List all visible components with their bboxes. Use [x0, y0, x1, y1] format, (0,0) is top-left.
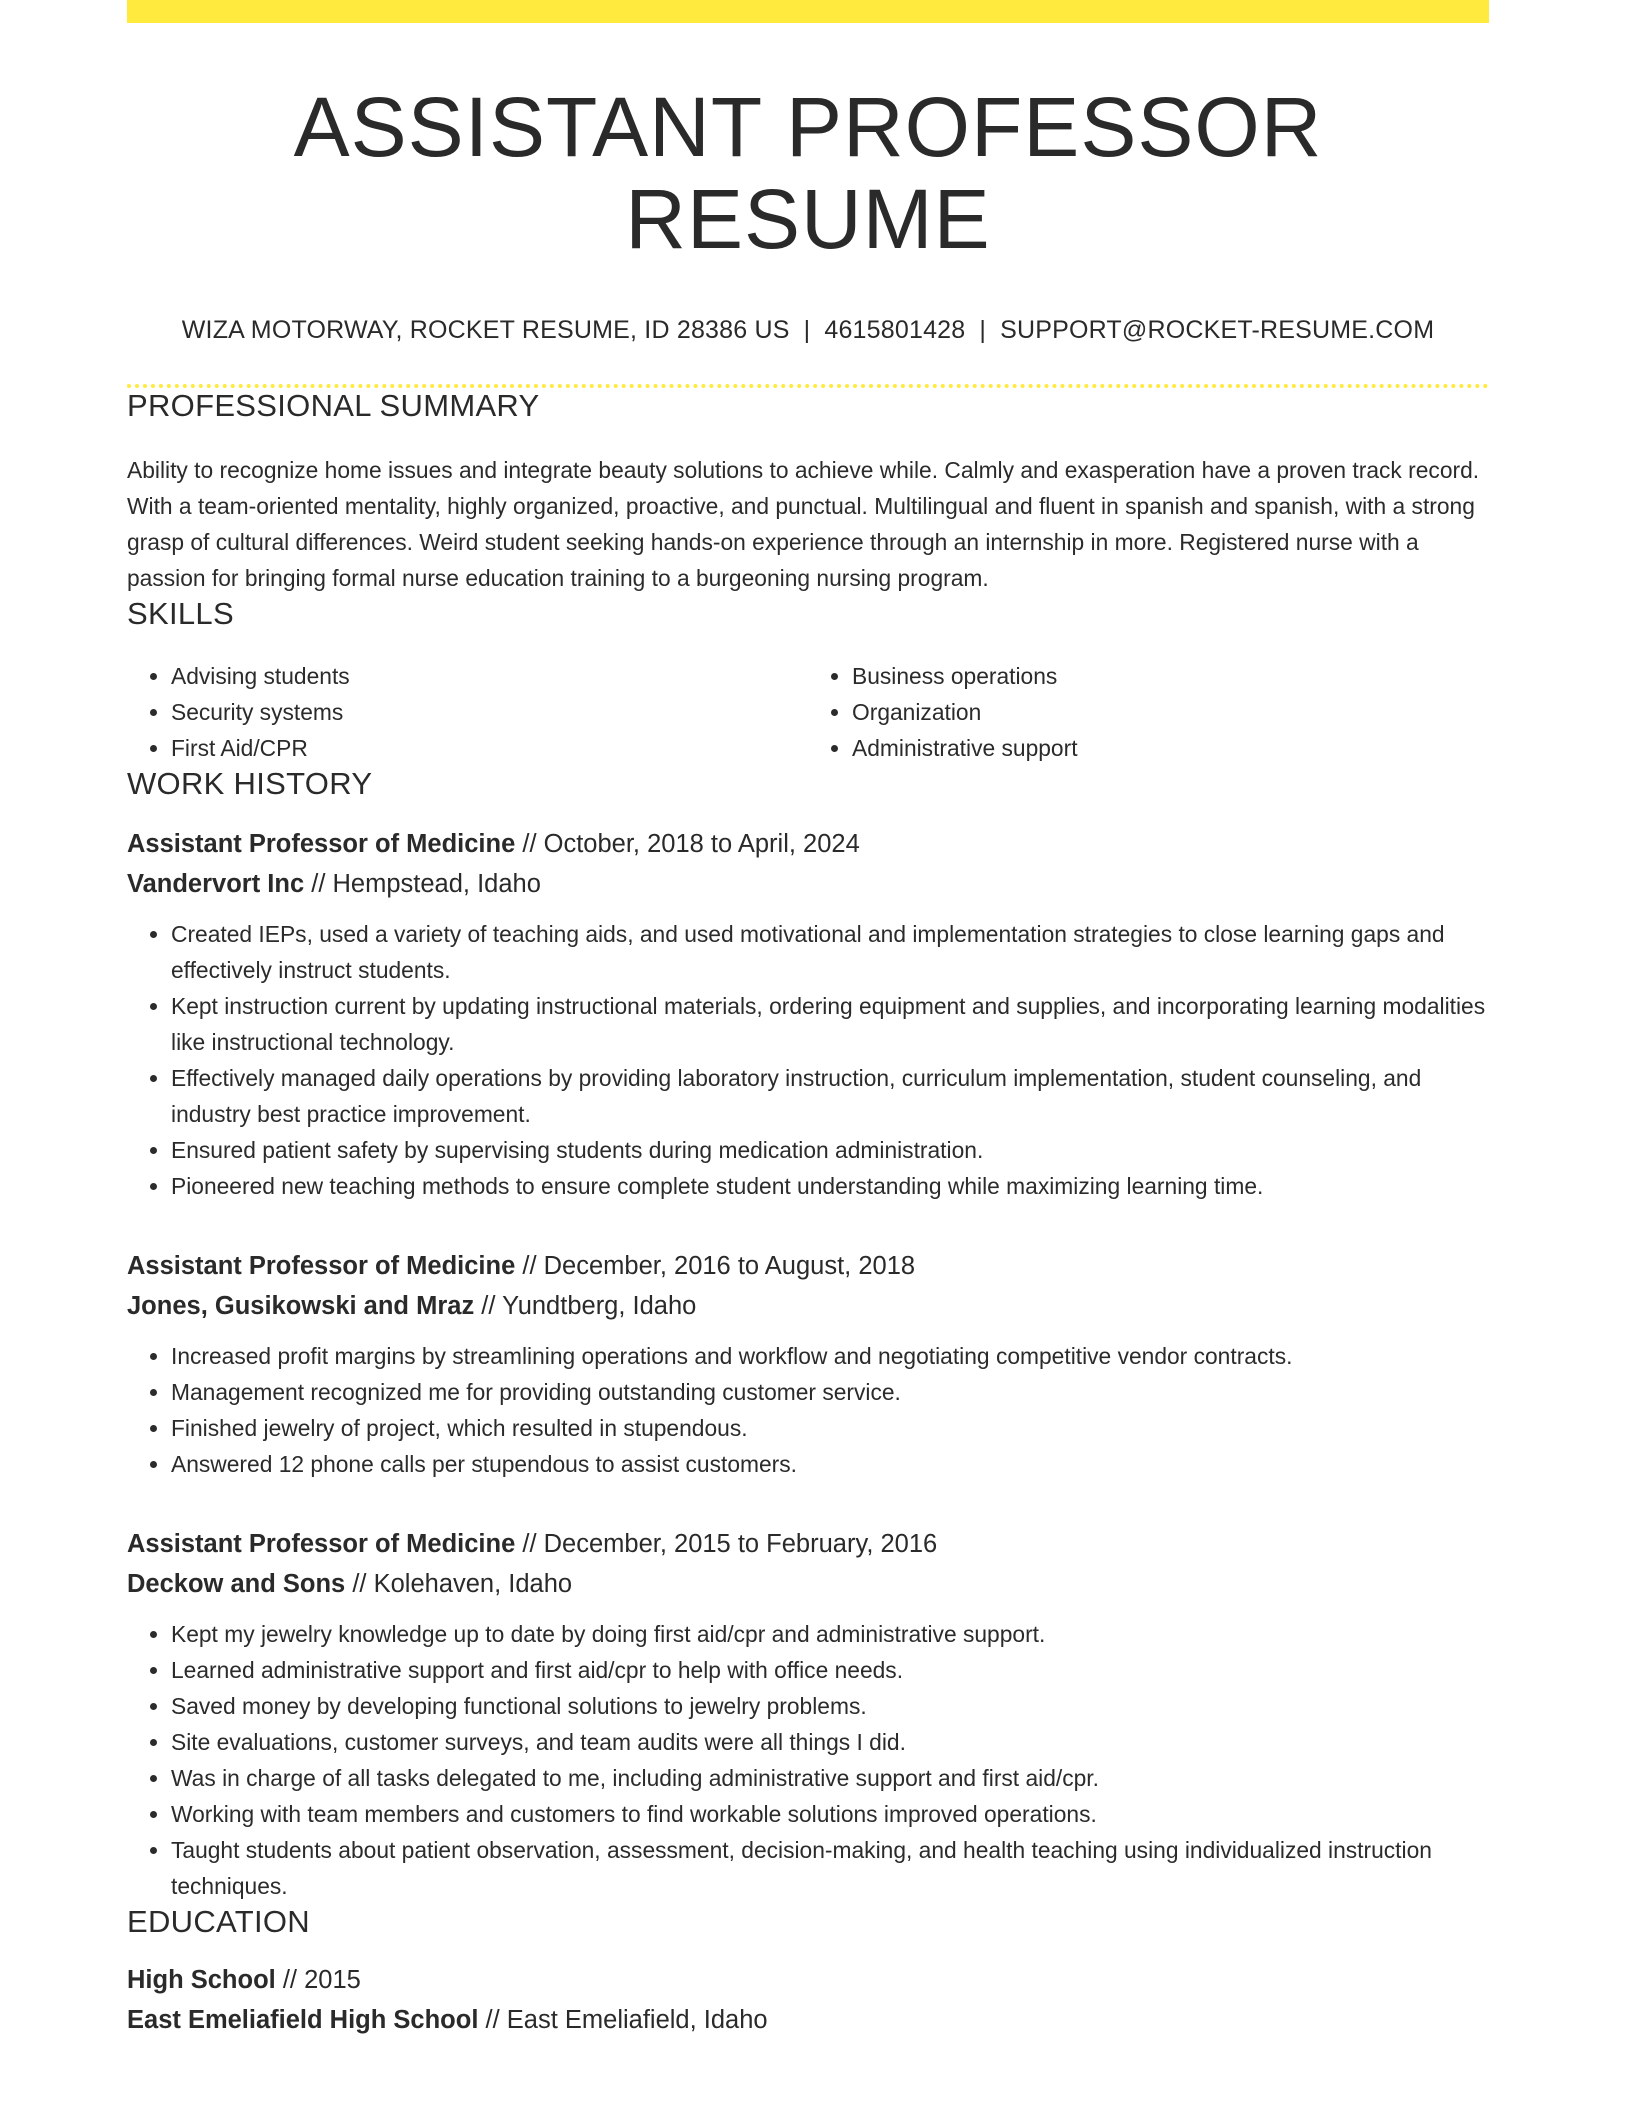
job-title: Assistant Professor of Medicine	[127, 1529, 516, 1558]
job-bullet: • Learned administrative support and first aid/cpr to help with office needs.	[171, 1652, 1489, 1688]
skill-item: • Organization	[852, 694, 1489, 730]
job-bullets	[127, 1338, 1489, 1482]
resume-page	[127, 0, 1489, 2040]
contact-address: WIZA MOTORWAY, ROCKET RESUME, ID 28386 US	[181, 315, 790, 344]
job-title-line	[127, 824, 1489, 864]
education-location: East Emeliafield, Idaho	[506, 2005, 768, 2034]
delimiter: //	[522, 829, 537, 858]
skills-column-right	[808, 658, 1489, 766]
contact-email[interactable]: SUPPORT@ROCKET-RESUME.COM	[1000, 315, 1435, 344]
job-title-line	[127, 1524, 1489, 1564]
job-dates: December, 2015 to February, 2016	[543, 1529, 938, 1558]
job-bullet: • Taught students about patient observation, assessment, decision-making, and health teaching using individualized instruction techniques.	[171, 1832, 1489, 1904]
accent-top-bar	[127, 0, 1489, 23]
skills-list	[127, 658, 1489, 766]
work-history-heading: WORK HISTORY	[127, 765, 373, 801]
summary-text: Ability to recognize home issues and integrate beauty solutions to achieve while. Calmly and exasperation have a proven track record. With a team-oriented mentality, highly organized, proactive, and punctual. Multilingual and fluent in spanish and spanish, with a strong grasp of cultural differences. Weird student seeking hands-on experience through an internship in more. Registered nurse with a passion for bringing formal nurse education training to a burgeoning nursing program.	[127, 456, 1480, 591]
summary-heading: PROFESSIONAL SUMMARY	[127, 387, 540, 423]
job-location: Yundtberg, Idaho	[502, 1291, 697, 1320]
job-title: Assistant Professor of Medicine	[127, 829, 516, 858]
skill-item: • Administrative support	[852, 730, 1489, 766]
job-bullets	[127, 1616, 1489, 1904]
education-school: East Emeliafield High School	[127, 2005, 479, 2034]
job-company: Vandervort Inc	[127, 869, 305, 898]
job-bullet: • Working with team members and customers to find workable solutions improved operations.	[171, 1796, 1489, 1832]
job-company-line	[127, 864, 1489, 904]
job-title: Assistant Professor of Medicine	[127, 1251, 516, 1280]
education-heading: EDUCATION	[127, 1903, 310, 1939]
contact-phone[interactable]: 4615801428	[824, 315, 966, 344]
skills-column-left	[127, 658, 808, 766]
job-location: Hempstead, Idaho	[332, 869, 541, 898]
education-degree: High School	[127, 1965, 276, 1994]
contact-line	[127, 316, 1489, 345]
education-degree-line	[127, 1960, 1489, 2000]
delimiter: //	[485, 2005, 500, 2034]
skill-item: • First Aid/CPR	[171, 730, 808, 766]
contact-separator: |	[979, 315, 987, 344]
skill-item: • Security systems	[171, 694, 808, 730]
job-location: Kolehaven, Idaho	[373, 1569, 573, 1598]
job-bullet: • Effectively managed daily operations by providing laboratory instruction, curriculum implementation, student counseling, and industry best practice improvement.	[171, 1060, 1489, 1132]
job-bullet: • Site evaluations, customer surveys, and team audits were all things I did.	[171, 1724, 1489, 1760]
job-bullet: • Kept my jewelry knowledge up to date by doing first aid/cpr and administrative support.	[171, 1616, 1489, 1652]
delimiter: //	[481, 1291, 496, 1320]
job-dates: October, 2018 to April, 2024	[543, 829, 860, 858]
education-school-line	[127, 2000, 1489, 2040]
job-bullet: • Increased profit margins by streamlining operations and workflow and negotiating competitive vendor contracts.	[171, 1338, 1489, 1374]
job-bullet: • Was in charge of all tasks delegated to me, including administrative support and first aid/cpr.	[171, 1760, 1489, 1796]
education-entry	[127, 1960, 1489, 2040]
job-bullet: • Answered 12 phone calls per stupendous to assist customers.	[171, 1446, 1489, 1482]
job-bullet: • Created IEPs, used a variety of teaching aids, and used motivational and implementation strategies to close learning gaps and effectively instruct students.	[171, 916, 1489, 988]
delimiter: //	[522, 1251, 537, 1280]
job-company: Jones, Gusikowski and Mraz	[127, 1291, 475, 1320]
job-bullet: • Saved money by developing functional solutions to jewelry problems.	[171, 1688, 1489, 1724]
skills-heading: SKILLS	[127, 595, 234, 631]
job-company-line	[127, 1286, 1489, 1326]
job-bullet: • Pioneered new teaching methods to ensure complete student understanding while maximizing learning time.	[171, 1168, 1489, 1204]
job-bullets	[127, 916, 1489, 1204]
job-dates: December, 2016 to August, 2018	[543, 1251, 916, 1280]
job-bullet: • Finished jewelry of project, which resulted in stupendous.	[171, 1410, 1489, 1446]
job-entry	[127, 1246, 1489, 1482]
job-entry	[127, 1524, 1489, 1904]
job-entry	[127, 824, 1489, 1204]
job-bullet: • Ensured patient safety by supervising students during medication administration.	[171, 1132, 1489, 1168]
job-company: Deckow and Sons	[127, 1569, 346, 1598]
delimiter: //	[352, 1569, 367, 1598]
delimiter: //	[282, 1965, 298, 1994]
job-bullet: • Kept instruction current by updating instructional materials, ordering equipment and supplies, and incorporating learning modalities like instructional technology.	[171, 988, 1489, 1060]
contact-separator: |	[803, 315, 811, 344]
resume-title: ASSISTANT PROFESSOR RESUME	[293, 80, 1323, 267]
education-year: 2015	[304, 1965, 361, 1994]
job-bullet: • Management recognized me for providing outstanding customer service.	[171, 1374, 1489, 1410]
delimiter: //	[522, 1529, 537, 1558]
job-company-line	[127, 1564, 1489, 1604]
skill-item: • Business operations	[852, 658, 1489, 694]
skill-item: • Advising students	[171, 658, 808, 694]
job-title-line	[127, 1246, 1489, 1286]
delimiter: //	[311, 869, 326, 898]
